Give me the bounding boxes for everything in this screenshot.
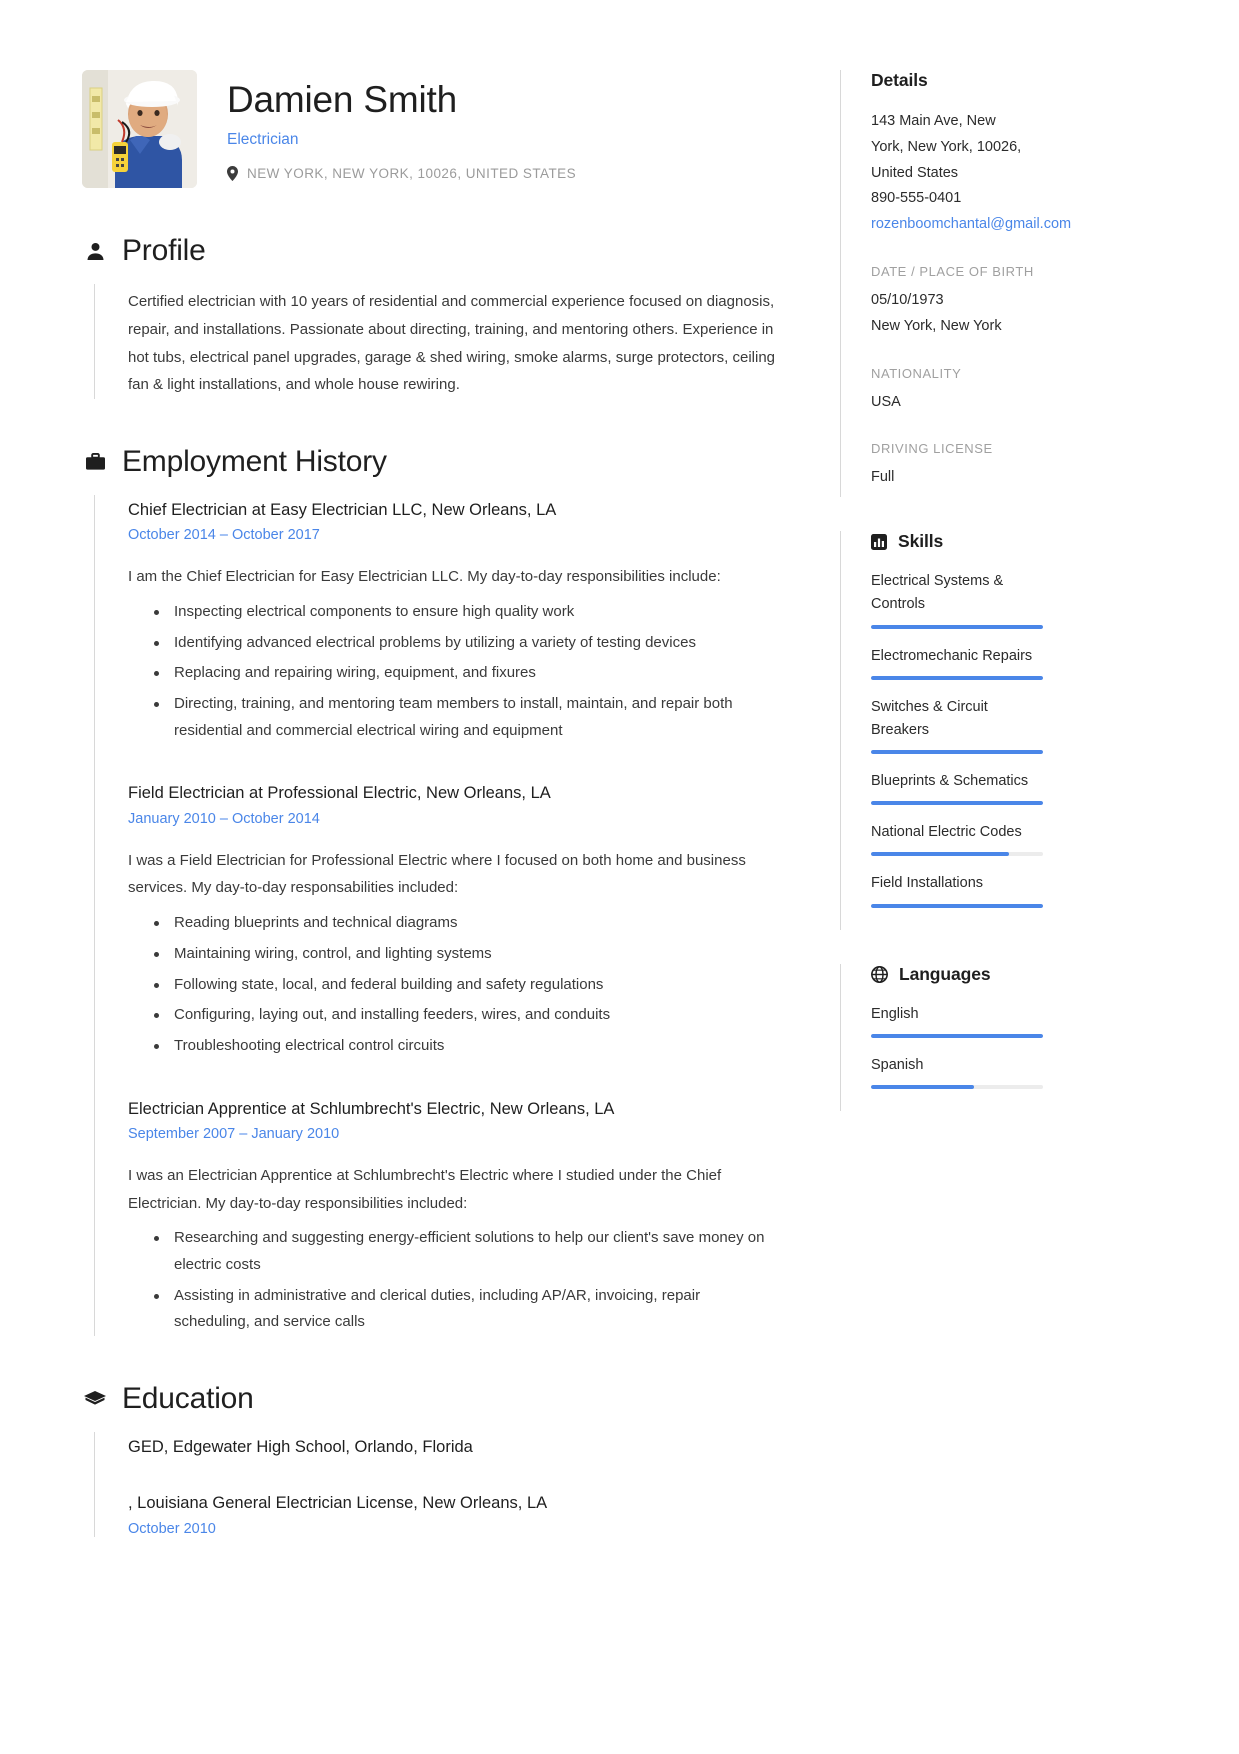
skill-meter-track <box>871 750 1043 754</box>
skill-item <box>871 821 1200 856</box>
job-description: I was a Field Electrician for Professional Electric where I focused on both home and business services. My day-to-day responsabilities included: <box>128 851 746 897</box>
job-bullet-list <box>128 910 780 1059</box>
list-item: Following state, local, and federal building and safety regulations <box>154 972 780 999</box>
nationality-value: USA <box>871 393 901 410</box>
education-entry <box>128 1432 780 1458</box>
section-header-skills <box>871 531 1200 552</box>
details-block <box>840 70 1200 497</box>
languages-block <box>840 964 1200 1111</box>
skill-label: Electrical Systems & Controls <box>871 573 1004 613</box>
address-text: NEW YORK, NEW YORK, 10026, UNITED STATES <box>247 166 577 182</box>
section-title-languages: Languages <box>899 963 991 984</box>
address-line-2: York, New York, 10026, <box>871 138 1022 155</box>
job-description: I am the Chief Electrician for Easy Electrician LLC. My day-to-day responsibilities include: <box>128 568 721 586</box>
map-pin-icon <box>227 166 238 181</box>
skill-meter-track <box>871 801 1043 805</box>
avatar-photo-icon <box>82 70 197 188</box>
list-item: Inspecting electrical components to ensure high quality work <box>154 599 780 626</box>
skill-meter-track <box>871 852 1043 856</box>
job-title-line: Field Electrician at Professional Electric, New Orleans, LA <box>128 784 551 803</box>
section-header-employment <box>82 445 780 479</box>
section-header-details <box>871 70 1200 91</box>
driving-license-value: Full <box>871 469 895 486</box>
globe-icon <box>871 966 888 983</box>
section-header-languages <box>871 964 1200 985</box>
job-title: Electrician <box>227 130 299 148</box>
name-block <box>227 70 576 181</box>
dob-date: 05/10/1973 <box>871 291 944 308</box>
skill-meter-fill <box>871 852 1009 856</box>
bar-chart-icon <box>871 534 887 550</box>
address-line-1: 143 Main Ave, New <box>871 113 996 129</box>
skill-item <box>871 696 1200 754</box>
skill-meter-track <box>871 625 1043 629</box>
main-column <box>0 70 800 1537</box>
graduation-cap-icon <box>82 1391 108 1408</box>
job-dates: January 2010 – October 2014 <box>128 810 320 827</box>
education-title: GED, Edgewater High School, Orlando, Florida <box>128 1438 473 1457</box>
language-label: English <box>871 1005 919 1022</box>
job-description: I was an Electrician Apprentice at Schlumbrecht's Electric where I studied under the Chief Electrician. My day-to-day responsibilities included: <box>128 1166 722 1212</box>
address-block <box>871 109 1200 212</box>
address-line-3: United States <box>871 164 959 181</box>
skill-label: Field Installations <box>871 875 984 892</box>
page-title: Damien Smith <box>227 79 457 120</box>
list-item: Identifying advanced electrical problems by utilizing a variety of testing devices <box>154 630 780 657</box>
driving-license-label: DRIVING LICENSE <box>871 441 993 457</box>
skill-meter-fill <box>871 904 1043 908</box>
avatar <box>82 70 197 188</box>
skill-meter-fill <box>871 625 1043 629</box>
skill-item <box>871 570 1200 628</box>
briefcase-icon <box>82 453 108 471</box>
language-meter-fill <box>871 1085 974 1089</box>
sidebar-column <box>800 70 1200 1111</box>
section-title-details: Details <box>871 70 928 90</box>
skill-meter-track <box>871 904 1043 908</box>
list-item: Configuring, laying out, and installing feeders, wires, and conduits <box>154 1002 780 1029</box>
skills-block <box>840 531 1200 930</box>
job-entry <box>128 778 780 1059</box>
education-date: October 2010 <box>128 1520 216 1537</box>
section-title-profile: Profile <box>122 234 206 267</box>
resume-header <box>82 70 780 188</box>
language-item <box>871 1054 1200 1089</box>
list-item: Researching and suggesting energy-efficient solutions to help our client's save money on electric costs <box>154 1225 780 1278</box>
job-title-line: Electrician Apprentice at Schlumbrecht's Electric, New Orleans, LA <box>128 1099 615 1118</box>
language-meter-fill <box>871 1034 1043 1038</box>
section-title-education: Education <box>122 1382 254 1416</box>
skill-label: Blueprints & Schematics <box>871 773 1029 790</box>
list-item: Reading blueprints and technical diagrams <box>154 910 780 937</box>
profile-body <box>94 284 780 399</box>
email-link[interactable]: rozenboomchantal@gmail.com <box>871 216 1072 233</box>
dob-label: DATE / PLACE OF BIRTH <box>871 263 1034 279</box>
job-dates: September 2007 – January 2010 <box>128 1125 340 1142</box>
skill-meter-fill <box>871 676 1043 680</box>
skill-label: National Electric Codes <box>871 824 1022 841</box>
education-title: , Louisiana General Electrician License, New Orleans, LA <box>128 1494 548 1513</box>
language-label: Spanish <box>871 1056 924 1073</box>
education-body <box>94 1432 780 1537</box>
list-item: Directing, training, and mentoring team members to install, maintain, and repair both residential and commercial electrical wiring and equipment <box>154 691 780 744</box>
skill-meter-track <box>871 676 1043 680</box>
skill-label: Switches & Circuit Breakers <box>871 698 988 738</box>
section-header-education <box>82 1382 780 1416</box>
dob-value <box>871 288 1200 340</box>
resume-layout <box>0 70 1239 1537</box>
job-title-line: Chief Electrician at Easy Electrician LLC, New Orleans, LA <box>128 501 557 519</box>
language-item <box>871 1003 1200 1038</box>
job-dates: October 2014 – October 2017 <box>128 527 320 544</box>
list-item: Troubleshooting electrical control circuits <box>154 1033 780 1060</box>
list-item: Maintaining wiring, control, and lighting systems <box>154 941 780 968</box>
job-entry <box>128 1094 780 1337</box>
list-item: Assisting in administrative and clerical duties, including AP/AR, invoicing, repair scheduling, and service calls <box>154 1283 780 1336</box>
employment-body <box>94 495 780 1336</box>
skill-item <box>871 872 1200 907</box>
person-icon <box>82 242 108 261</box>
education-entry <box>128 1488 780 1536</box>
skill-label: Electromechanic Repairs <box>871 647 1033 664</box>
section-title-skills: Skills <box>898 531 944 552</box>
nationality-label: NATIONALITY <box>871 365 962 381</box>
job-bullet-list <box>128 1225 780 1336</box>
dob-place: New York, New York <box>871 317 1002 334</box>
job-entry <box>128 495 780 744</box>
section-title-employment: Employment History <box>122 445 387 478</box>
language-meter-track <box>871 1034 1043 1038</box>
language-meter-track <box>871 1085 1043 1089</box>
phone-number: 890-555-0401 <box>871 190 962 207</box>
profile-text: Certified electrician with 10 years of residential and commercial experience focused on diagnosis, repair, and installations. Passionate about directing, training, and mentoring others. Experience in hot tubs, electrical panel upgrades, garage & shed wiring, smoke alarms, surge protectors, ceiling fan & light installations, and whole house rewiring. <box>128 293 775 394</box>
skill-meter-fill <box>871 750 1043 754</box>
skill-item <box>871 770 1200 805</box>
section-header-profile <box>82 234 780 268</box>
list-item: Replacing and repairing wiring, equipment, and fixures <box>154 660 780 687</box>
skill-meter-fill <box>871 801 1043 805</box>
skill-item <box>871 645 1200 680</box>
job-bullet-list <box>128 599 780 744</box>
address-line <box>227 166 576 181</box>
